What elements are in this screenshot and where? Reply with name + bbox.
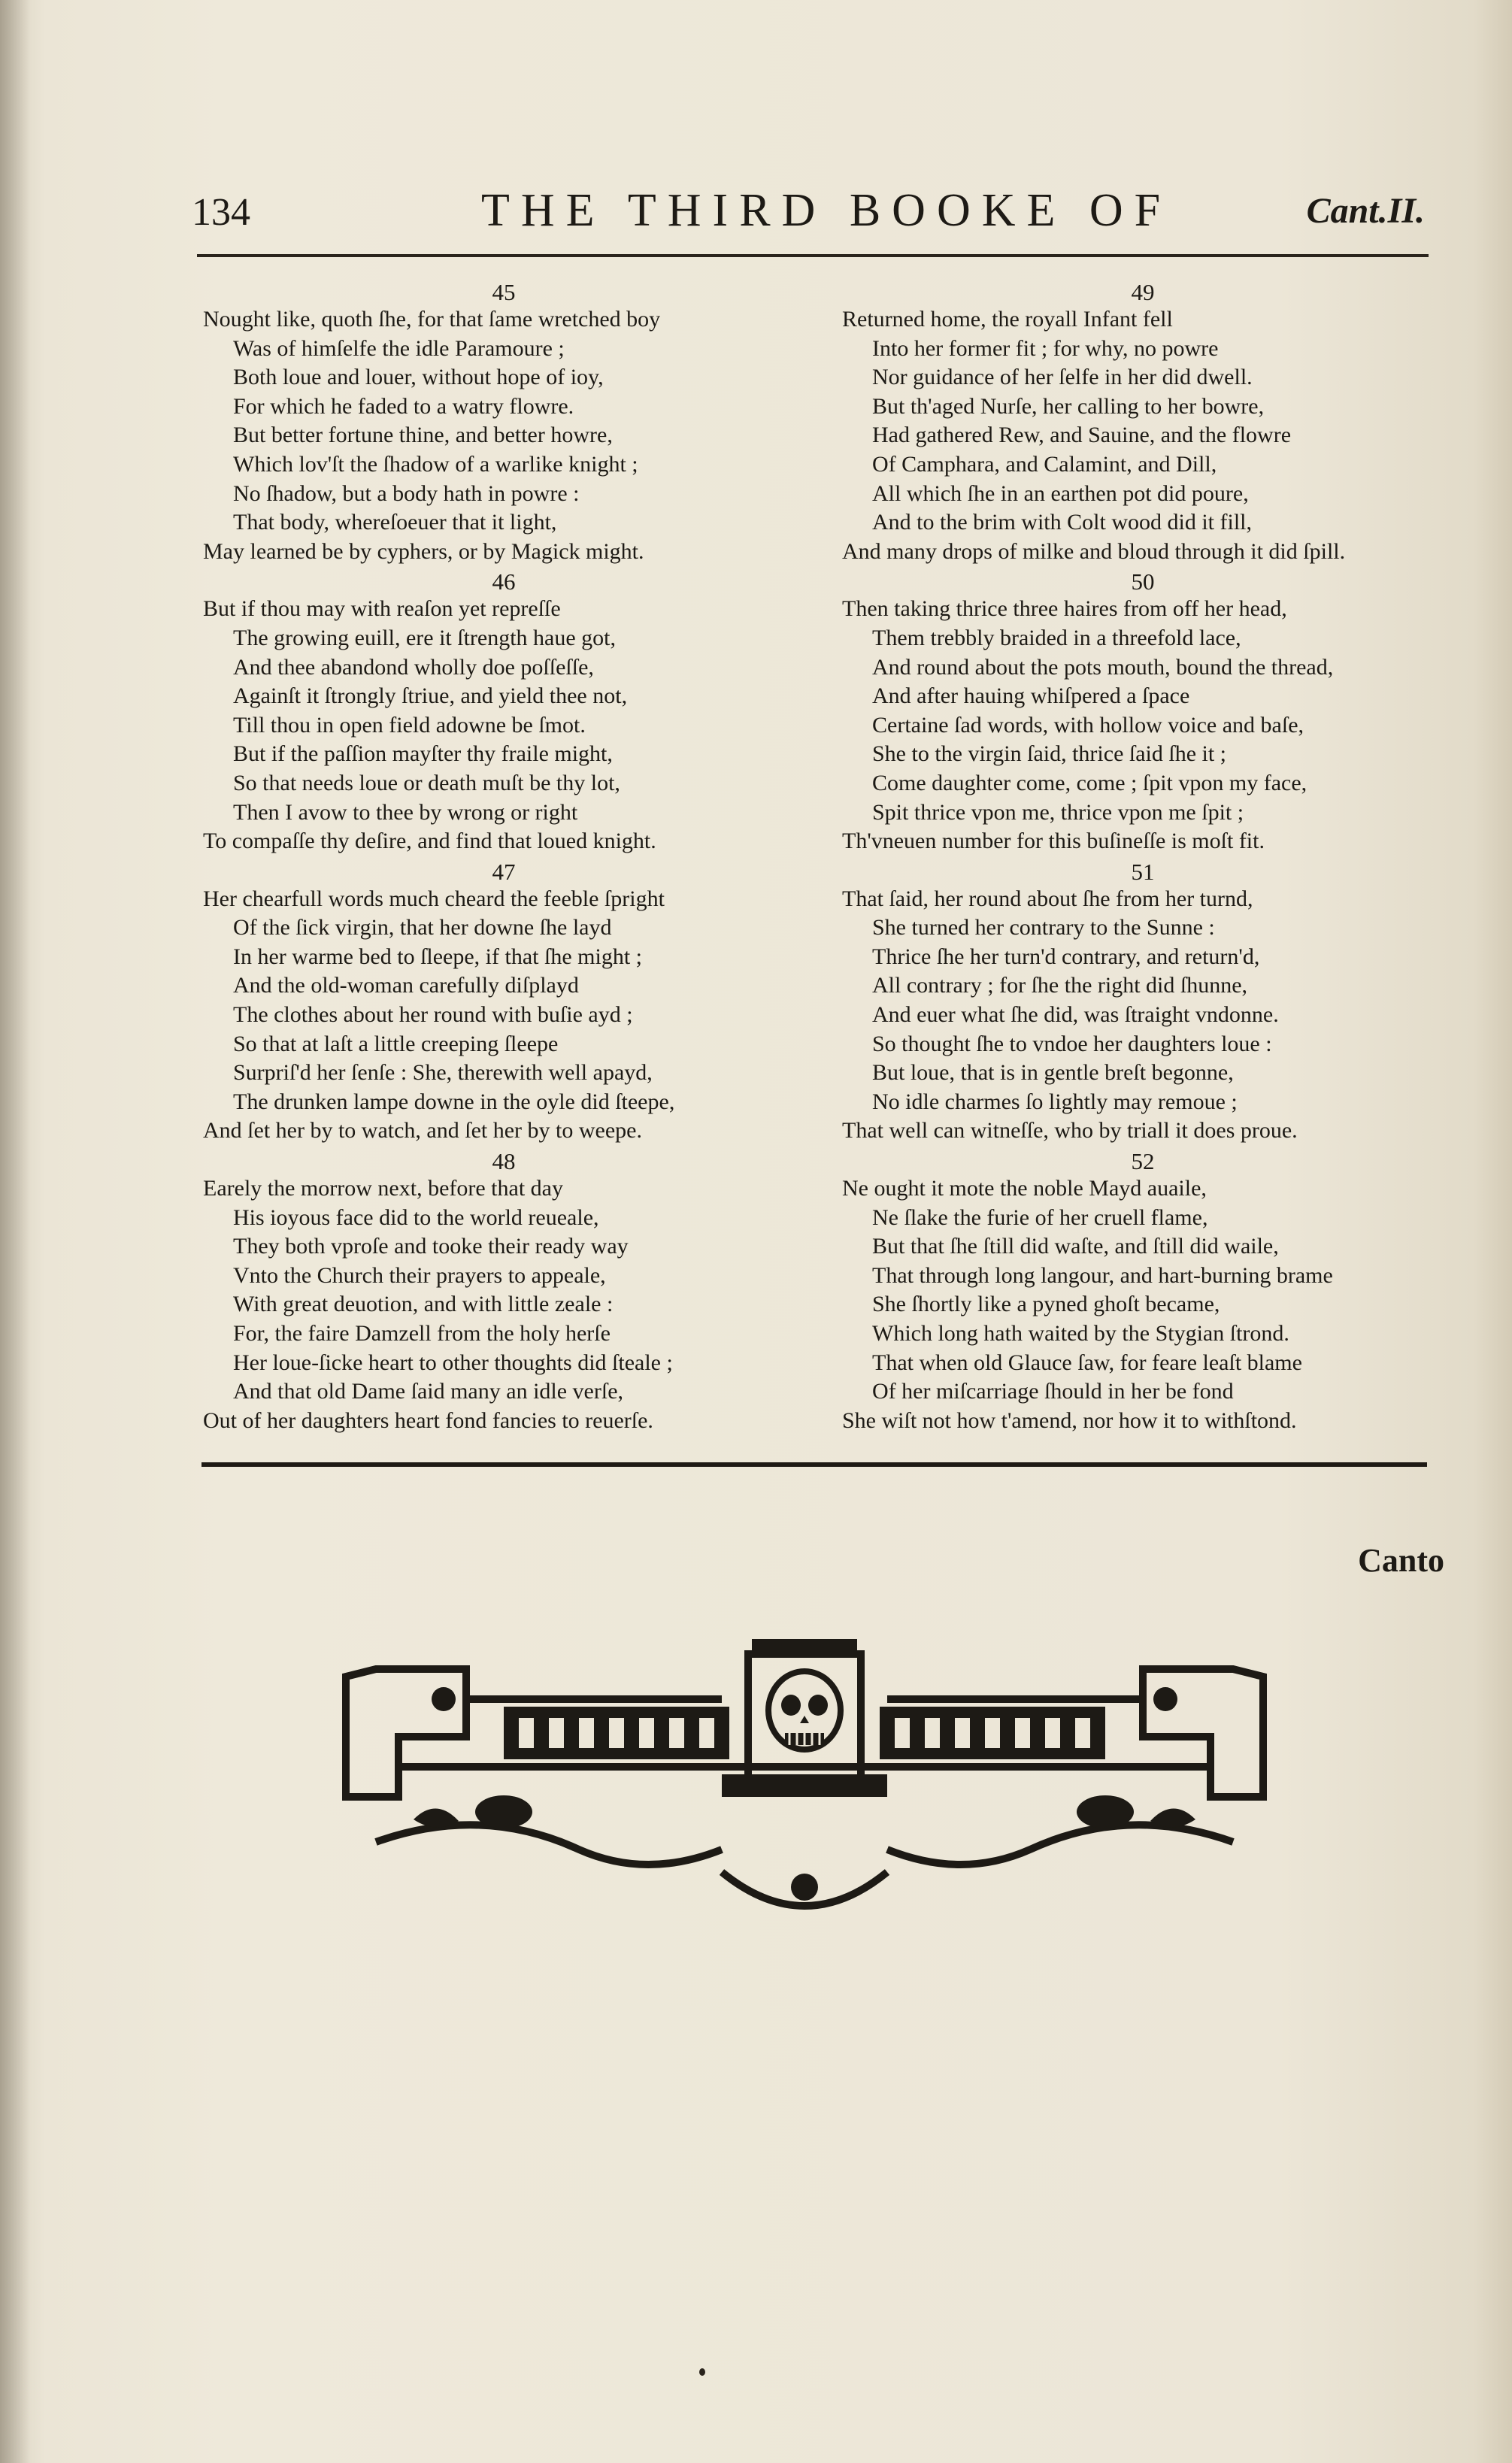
verse-line: Out of her daughters heart fond fancies to reuerſe. <box>203 1407 653 1433</box>
verse-line: She to the virgin ſaid, thrice ſaid ſhe it ; <box>872 741 1227 767</box>
verse-line: Them trebbly braided in a threefold lace, <box>872 625 1241 650</box>
verse-line: Againſt it ſtrongly ſtriue, and yield thee not, <box>233 683 628 709</box>
verse-line: But if the paſſion mayſter thy fraile might, <box>233 741 613 767</box>
stanza-number: 45 <box>492 279 516 305</box>
verse-line: Surpriſ'd her ſenſe : She, therewith well apayd, <box>233 1060 653 1086</box>
verse-line: For which he faded to a watry flowre. <box>233 393 574 419</box>
verse-line: All which ſhe in an earthen pot did poure, <box>872 480 1249 506</box>
verse-line: The clothes about her round with buſie ayd ; <box>233 1002 633 1028</box>
verse-line: Nought like, quoth ſhe, for that ſame wretched boy <box>203 307 661 332</box>
stanza-number: 46 <box>492 568 516 595</box>
verse-line: Till thou in open field adowne be ſmot. <box>233 712 586 738</box>
verse-line: And round about the pots mouth, bound the thread, <box>872 654 1334 680</box>
verse-line: Ne ought it mote the noble Mayd auaile, <box>842 1176 1207 1201</box>
verse-line: That well can witneſſe, who by triall it does proue. <box>842 1118 1298 1144</box>
header-rule <box>197 254 1429 257</box>
verse-line: With great deuotion, and with little zeale : <box>233 1292 614 1317</box>
verse-line: Returned home, the royall Infant fell <box>842 307 1173 332</box>
stanza <box>203 1149 804 1435</box>
verse-line: And ſet her by to watch, and ſet her by to weepe. <box>203 1118 642 1144</box>
stanza <box>842 280 1444 566</box>
verse-line: Certaine ſad words, with hollow voice and baſe, <box>872 712 1304 738</box>
verse-line: Vnto the Church their prayers to appeale, <box>233 1262 606 1288</box>
stanza <box>842 569 1444 856</box>
verse-line: And the old-woman carefully diſplayd <box>233 973 579 998</box>
verse-line: So thought ſhe to vndoe her daughters loue : <box>872 1031 1272 1056</box>
verse-line: The drunken lampe downe in the oyle did ſteepe, <box>233 1089 675 1114</box>
footer-rule <box>201 1462 1427 1467</box>
stanza <box>203 569 804 856</box>
verse-line: And to the brim with Colt wood did it fill, <box>872 510 1252 535</box>
verse-line: So that at laſt a little creeping ſleepe <box>233 1031 559 1056</box>
stanza-number: 48 <box>492 1148 516 1175</box>
verse-line: Spit thrice vpon me, thrice vpon me ſpit ; <box>872 799 1244 825</box>
stanza <box>203 280 804 566</box>
verse-line: For, the faire Damzell from the holy herſe <box>233 1321 611 1346</box>
verse-line: She wiſt not how t'amend, nor how it to withſtond. <box>842 1407 1297 1433</box>
verse-line: But loue, that is in gentle breſt begonne, <box>872 1060 1234 1086</box>
stanza-number: 50 <box>1131 568 1155 595</box>
running-title: THE THIRD BOOKE OF <box>481 185 1172 236</box>
verse-line: May learned be by cyphers, or by Magick might. <box>203 538 644 564</box>
binding-shadow <box>0 0 30 2463</box>
running-header <box>192 184 1425 244</box>
verse-line: Of the ſick virgin, that her downe ſhe layd <box>233 915 612 941</box>
verse-line: Which long hath waited by the Stygian ſtrond. <box>872 1321 1289 1346</box>
verse-line: And after hauing whiſpered a ſpace <box>872 683 1190 709</box>
stanza <box>842 1149 1444 1435</box>
stanza-number: 47 <box>492 858 516 885</box>
verse-line: No ſhadow, but a body hath in powre : <box>233 480 580 506</box>
verse-line: But if thou may with reaſon yet repreſſe <box>203 596 561 622</box>
stanza-number: 49 <box>1131 279 1155 305</box>
verse-line: In her warme bed to ſleepe, if that ſhe might ; <box>233 944 642 969</box>
verse-line: And euer what ſhe did, was ſtraight vndonne. <box>872 1002 1279 1028</box>
verse-line: Was of himſelfe the idle Paramoure ; <box>233 335 565 361</box>
verse-line: They both vproſe and tooke their ready way <box>233 1234 629 1259</box>
stanza <box>203 859 804 1146</box>
verse-line: Come daughter come, come ; ſpit vpon my face, <box>872 770 1307 795</box>
verse-line: Ne ſlake the furie of her cruell flame, <box>872 1204 1208 1230</box>
verse-line: So that needs loue or death muſt be thy lot, <box>233 770 620 795</box>
verse-line: She turned her contrary to the Sunne : <box>872 915 1215 941</box>
verse-line: And thee abandond wholly doe poſſeſſe, <box>233 654 594 680</box>
verse-line: Nor guidance of her ſelfe in her did dwell. <box>872 365 1253 390</box>
verse-line: Thrice ſhe her turn'd contrary, and return'd, <box>872 944 1260 969</box>
verse-line: That ſaid, her round about ſhe from her turnd, <box>842 886 1253 911</box>
verse-line: Which lov'ſt the ſhadow of a warlike knight ; <box>233 451 638 477</box>
verse-line: Her chearfull words much cheard the feeble ſpright <box>203 886 665 911</box>
verse-line: And many drops of milke and bloud through it did ſpill. <box>842 538 1346 564</box>
verse-line: And that old Dame ſaid many an idle verſe, <box>233 1379 624 1404</box>
canto-reference: Cant.II. <box>1306 191 1425 231</box>
right-text-column <box>842 280 1444 1438</box>
verse-line: His ioyous face did to the world reueale, <box>233 1204 599 1230</box>
verse-line: That through long langour, and hart-burning brame <box>872 1262 1333 1288</box>
verse-line: But that ſhe ſtill did waſte, and ſtill did waile, <box>872 1234 1279 1259</box>
verse-line: That when old Glauce ſaw, for feare leaſt blame <box>872 1350 1302 1375</box>
verse-line: Of Camphara, and Calamint, and Dill, <box>872 451 1217 477</box>
verse-line: Of her miſcarriage ſhould in her be fond <box>872 1379 1234 1404</box>
verse-line: Both loue and louer, without hope of ioy, <box>233 365 604 390</box>
verse-line: To compaſſe thy deſire, and find that loued knight. <box>203 829 656 854</box>
catchword: Canto <box>1358 1542 1444 1579</box>
verse-line: Th'vneuen number for this buſineſſe is moſt fit. <box>842 829 1265 854</box>
page-number: 134 <box>192 191 250 234</box>
stanza-number: 52 <box>1131 1148 1155 1175</box>
verse-line: Then taking thrice three haires from off her head, <box>842 596 1287 622</box>
verse-line: The growing euill, ere it ſtrength haue got, <box>233 625 617 650</box>
stanza <box>842 859 1444 1146</box>
verse-line: Into her former fit ; for why, no powre <box>872 335 1219 361</box>
ink-speck <box>699 2368 705 2376</box>
verse-line: That body, whereſoeuer that it light, <box>233 510 557 535</box>
verse-line: But th'aged Nurſe, her calling to her bowre, <box>872 393 1265 419</box>
verse-line: No idle charmes ſo lightly may remoue ; <box>872 1089 1238 1114</box>
left-text-column <box>203 280 804 1438</box>
woodcut-headpiece-skull-icon <box>331 1624 1278 1925</box>
verse-line: She ſhortly like a pyned ghoſt became, <box>872 1292 1220 1317</box>
verse-line: Had gathered Rew, and Sauine, and the flowre <box>872 423 1292 448</box>
verse-line: All contrary ; for ſhe the right did ſhunne, <box>872 973 1248 998</box>
verse-line: Earely the morrow next, before that day <box>203 1176 563 1201</box>
verse-line: Her loue-ſicke heart to other thoughts did ſteale ; <box>233 1350 673 1375</box>
stanza-number: 51 <box>1131 858 1155 885</box>
verse-line: But better fortune thine, and better howre, <box>233 423 613 448</box>
verse-line: Then I avow to thee by wrong or right <box>233 799 578 825</box>
